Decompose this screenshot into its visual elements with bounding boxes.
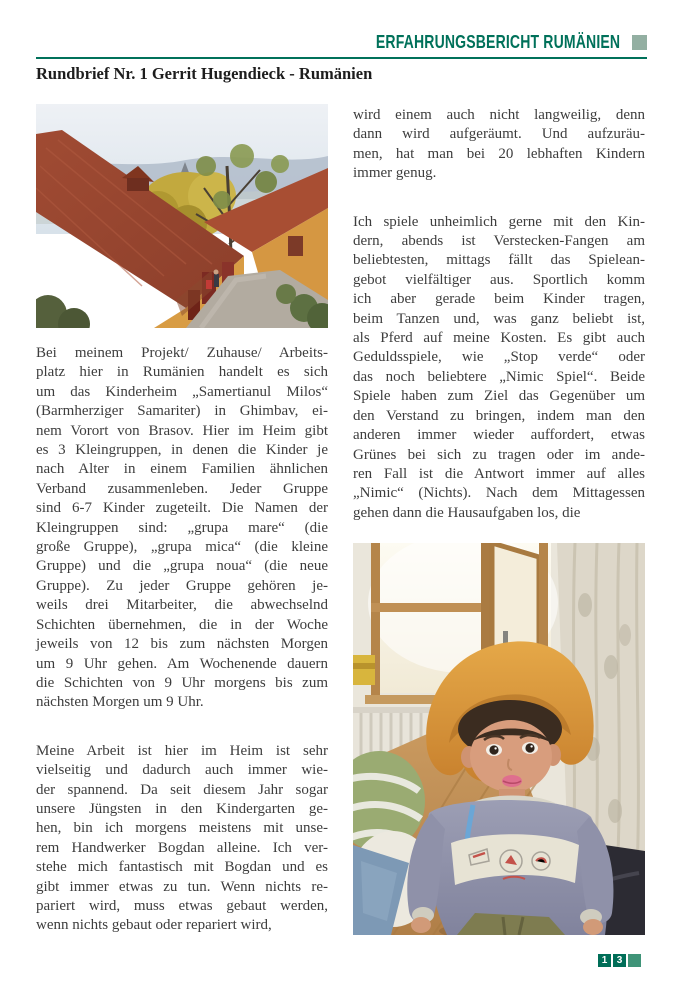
text-line: Bei meinem Projekt/ Zuhause/ Arbeits-: [36, 345, 328, 361]
article-title: Rundbrief Nr. 1 Gerrit Hugendieck - Rumänien: [36, 64, 373, 83]
page-footer: [598, 954, 641, 967]
kicker-square-icon: [632, 35, 647, 50]
text-line: das noch beliebtere „Nimic Spiel“. Beide: [353, 368, 645, 385]
text-line: wenn nichts gebaut oder repariert wird,: [36, 917, 272, 934]
text-line: der spannend. Da seit diesem Jahr sogar: [36, 781, 328, 798]
text-line: beliebtesten, mittags fällt das Spielean-: [353, 252, 645, 269]
text-line: große Gruppe), „grupa mica“ (die kleine: [36, 539, 328, 556]
text-line: um 9 Uhr gehen. Am Wochenende dauern: [36, 655, 328, 672]
text-line: gehen dann die Hausaufgaben los, die: [353, 504, 581, 521]
text-line: nem Vorort von Brasov. Hier im Heim gibt: [36, 422, 328, 439]
text-line: ich aber gerade beim Kinder tragen,: [353, 291, 645, 308]
text-line: pariert wird, muss etwas gebaut werden,: [36, 897, 328, 914]
left-column: [36, 104, 328, 936]
text-line: nächsten Morgen um 9 Uhr.: [36, 694, 204, 711]
text-line: Gruppe). Zu jeder Gruppe gehören je-: [36, 577, 328, 594]
boy-photo: [353, 543, 645, 935]
section-kicker: ERFAHRUNGSBERICHT RUMÄNIEN: [375, 32, 620, 52]
text-line: anderen immer wieder auffordert, etwas: [353, 427, 645, 444]
courtyard-photo: [36, 104, 328, 328]
text-line: um das Kinderheim „Samertianul Milos“: [36, 383, 328, 400]
text-line: sind 6-7 Kinder zugeteilt. Die Namen der: [36, 500, 328, 517]
header-rule: [36, 57, 647, 59]
text-line: dern, abends ist Verstecken-Fangen am: [353, 233, 645, 250]
paragraph: [353, 213, 645, 524]
text-line: vielseitig und dadurch auch immer wie-: [36, 762, 328, 779]
text-line: Grünes bei sich zu tragen oder im ande-: [353, 446, 645, 463]
text-line: (Barmherziger Samariter) in Ghimbav, ei-: [36, 403, 328, 420]
text-line: Geduldsspiele, wie „Stop verde“ oder: [353, 349, 645, 366]
text-line: Verband zusammenleben. Jeder Gruppe: [36, 480, 328, 497]
text-line: stehe mich fantastisch mit Bogdan und es: [36, 859, 328, 876]
text-line: Meine Arbeit ist hier im Heim ist sehr: [36, 742, 328, 759]
text-line: ren Fall ist die Antwort immer auf alles: [353, 465, 645, 482]
paragraph: [36, 742, 328, 936]
text-line: den Verstand zu bringen, indem man den: [353, 407, 645, 424]
text-line: jeweils von 12 bis zum nächsten Morgen: [36, 636, 328, 653]
footer-accent-square: [628, 954, 641, 967]
right-column-text: [353, 106, 645, 523]
right-column: [353, 106, 645, 935]
text-line: beim Tanzen und, was ganz beliebt ist,: [353, 310, 645, 327]
text-line: Kleingruppen sind: „grupa mare“ (die: [36, 519, 328, 536]
text-line: unsere Jüngsten in den Kindergarten ge-: [36, 800, 328, 817]
text-line: weils drei Mitarbeiter, die abwechselnd: [36, 597, 328, 614]
text-line: es 3 Kleingruppen, in denen die Kinder je: [36, 442, 328, 459]
text-line: nach Alter in einem Familien ähnlichen: [36, 461, 328, 478]
text-line: men, hat man bei 20 lebhaften Kindern: [353, 145, 645, 162]
text-line: die Schichten von 9 Uhr morgens bis zum: [36, 674, 328, 691]
text-line: wird einem auch nicht langweilig, denn: [353, 107, 645, 123]
text-line: dann wird aufgeräumt. Und aufzuräu-: [353, 126, 645, 143]
text-line: Gruppe) und die „grupa noua“ (die neue: [36, 558, 328, 575]
page-header: [307, 32, 647, 53]
text-line: Spiele haben zum Ziel das Gegenüber um: [353, 388, 645, 405]
page-number-digit-1: 1: [598, 954, 611, 967]
page-number-digit-2: 3: [613, 954, 626, 967]
paragraph: [353, 106, 645, 184]
text-line: rem Handwerker Bogdan alleine. Ich ver-: [36, 839, 328, 856]
text-line: gebot vielfältiger aus. Sportlich komm: [353, 271, 645, 288]
left-column-text: [36, 344, 328, 936]
text-line: „Nimic“ (Nichts). Nach dem Mittagessen: [353, 485, 645, 502]
text-line: als Pferd auf meine Kosten. Es gibt auch: [353, 330, 645, 347]
text-line: Ich spiele unheimlich gerne mit den Kin-: [353, 213, 645, 230]
paragraph: [36, 344, 328, 713]
text-line: platz hier in Rumänien handelt es sich: [36, 364, 328, 381]
text-line: hen, bin ich morgens meistens mit unse-: [36, 820, 328, 837]
text-line: immer genug.: [353, 165, 437, 182]
text-line: gibt immer etwas zu tun. Wenn nichts re-: [36, 878, 328, 895]
text-line: Schichten übernehmen, die in der Woche: [36, 616, 328, 633]
